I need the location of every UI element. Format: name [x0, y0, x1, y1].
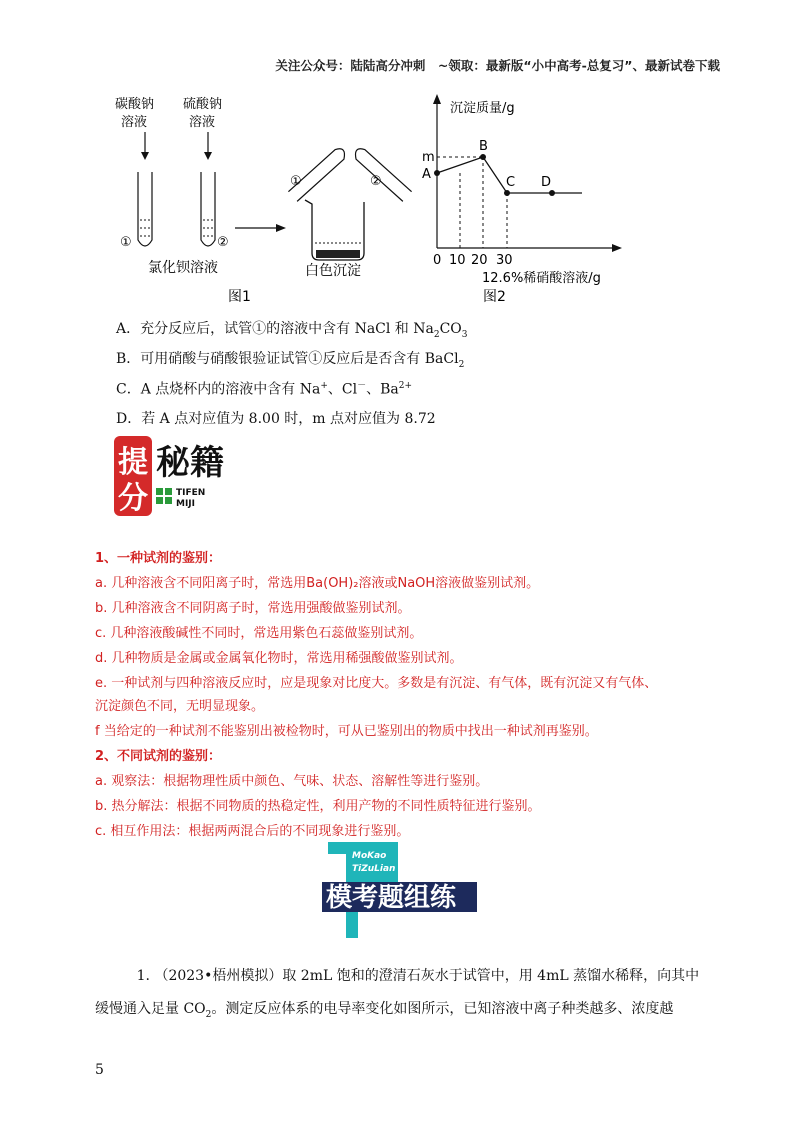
logo-char-ti: 提 — [118, 445, 148, 480]
figure — [100, 90, 700, 305]
tip-line: d. 几种物质是金属或金属氧化物时，常选用稀强酸做鉴别试剂。 — [95, 651, 463, 666]
point-c-label: C — [506, 175, 516, 190]
logo2-title: 模考题组练 — [326, 883, 457, 913]
tilted-tube2-label: ② — [370, 174, 382, 189]
y-axis-arrow-icon — [433, 94, 441, 104]
page-number: 5 — [95, 1062, 104, 1078]
logo2-en2: TiZuLian — [352, 864, 396, 874]
option-b: B．可用硝酸与硝酸银验证试管①反应后是否含有 BaCl$_2$ — [116, 351, 465, 370]
left-caption: 氯化钡溶液 — [148, 260, 218, 276]
x-tick-10: 10 — [449, 253, 466, 268]
option-a: A．充分反应后，试管①的溶液中含有 NaCl 和 $Na_2CO_3$ — [116, 321, 468, 340]
precipitate — [316, 250, 360, 258]
x-axis-label: 12.6%稀硝酸溶液/g — [482, 271, 601, 286]
point-d — [549, 190, 555, 196]
logo-en1: TIFEN — [176, 488, 206, 498]
mokao-tizulian-logo — [318, 838, 483, 943]
option-c: C．A 点烧杯内的溶液中含有 Na+、Cl－、$Ba^{2+}$ — [116, 381, 413, 398]
test-tube-2 — [201, 172, 215, 246]
question-1-line-1: 1. （2023•梧州模拟）取 2mL 饱和的澄清石灰水于试管中，用 4mL 蒸馏水稀释，向其中 — [95, 965, 720, 987]
origin-label: 0 — [433, 253, 442, 268]
right-caption: 白色沉淀 — [305, 263, 361, 279]
figure-1 — [115, 96, 412, 305]
reagent1-line2: 溶液 — [121, 115, 148, 130]
reagent2-line2: 溶液 — [189, 115, 216, 130]
point-b-label: B — [479, 139, 488, 154]
point-b — [480, 154, 486, 160]
arrow-down-icon — [204, 152, 212, 160]
logo-name: 秘籍 — [156, 443, 224, 483]
x-axis-arrow-icon — [612, 244, 622, 252]
point-c — [504, 190, 510, 196]
tube1-label: ① — [120, 235, 132, 250]
point-d-label: D — [541, 175, 552, 190]
question-number: 1. — [136, 968, 150, 984]
question-1-line-2: 缓慢通入足量 $CO_2$。测定反应体系的电导率变化如图所示，已知溶液中离子种类越多、浓度越 — [95, 1001, 674, 1020]
point-a — [434, 170, 440, 176]
option-d: D．若 A 点对应值为 8.00 时，m 点对应值为 8.72 — [116, 411, 436, 427]
logo-en2: MIJI — [176, 499, 196, 509]
arrow-down-icon — [141, 152, 149, 160]
page-header: 关注公众号：陆陆高分冲刺 ~领取：最新版“小中高考-总复习”、最新试卷下载 — [275, 58, 720, 73]
tip-line: f 当给定的一种试剂不能鉴别出被检物时，可从已鉴别出的物质中找出一种试剂再鉴别。 — [95, 724, 598, 739]
tip-heading-2: 2、不同试剂的鉴别： — [95, 749, 222, 764]
arrow-right-icon — [276, 224, 286, 232]
tilted-tube1-label: ① — [290, 174, 302, 189]
tip-line: b. 热分解法：根据不同物质的热稳定性，利用产物的不同性质特征进行鉴别。 — [95, 799, 541, 814]
tip-heading-1: 1、一种试剂的鉴别： — [95, 551, 222, 566]
x-tick-30: 30 — [496, 253, 513, 268]
figure-2 — [422, 94, 622, 305]
tip-line: c. 相互作用法：根据两两混合后的不同现象进行鉴别。 — [95, 824, 410, 839]
fig2-label: 图2 — [483, 289, 506, 305]
tip-line: e. 一种试剂与四种溶液反应时，应是现象对比度大。多数是有沉淀、有气体，既有沉淀又有气体、 — [95, 676, 658, 691]
reagent2-line1: 硫酸钠 — [183, 97, 223, 112]
reagent1-line1: 碳酸钠 — [115, 97, 155, 112]
tip-line: 沉淀颜色不同，无明显现象。 — [95, 699, 265, 714]
tip-line: a. 几种溶液含不同阳离子时，常选用Ba(OH)₂溶液或NaOH溶液做鉴别试剂。 — [95, 576, 540, 591]
point-a-label: A — [422, 167, 431, 182]
fig1-label: 图1 — [228, 289, 251, 305]
x-tick-20: 20 — [471, 253, 488, 268]
tifen-miji-logo — [108, 432, 238, 522]
test-tube-1 — [138, 172, 152, 246]
logo2-en1: MoKao — [352, 851, 387, 861]
y-axis-label: 沉淀质量/g — [450, 101, 515, 116]
tube2-label: ② — [217, 235, 229, 250]
logo-char-fen: 分 — [118, 481, 148, 516]
tip-line: a. 观察法：根据物理性质中颜色、气味、状态、溶解性等进行鉴别。 — [95, 774, 489, 789]
m-label: m — [422, 150, 435, 165]
tip-line: c. 几种溶液酸碱性不同时，常选用紫色石蕊做鉴别试剂。 — [95, 626, 423, 641]
tip-line: b. 几种溶液含不同阴离子时，常选用强酸做鉴别试剂。 — [95, 601, 411, 616]
tilted-tube-2 — [352, 146, 412, 201]
